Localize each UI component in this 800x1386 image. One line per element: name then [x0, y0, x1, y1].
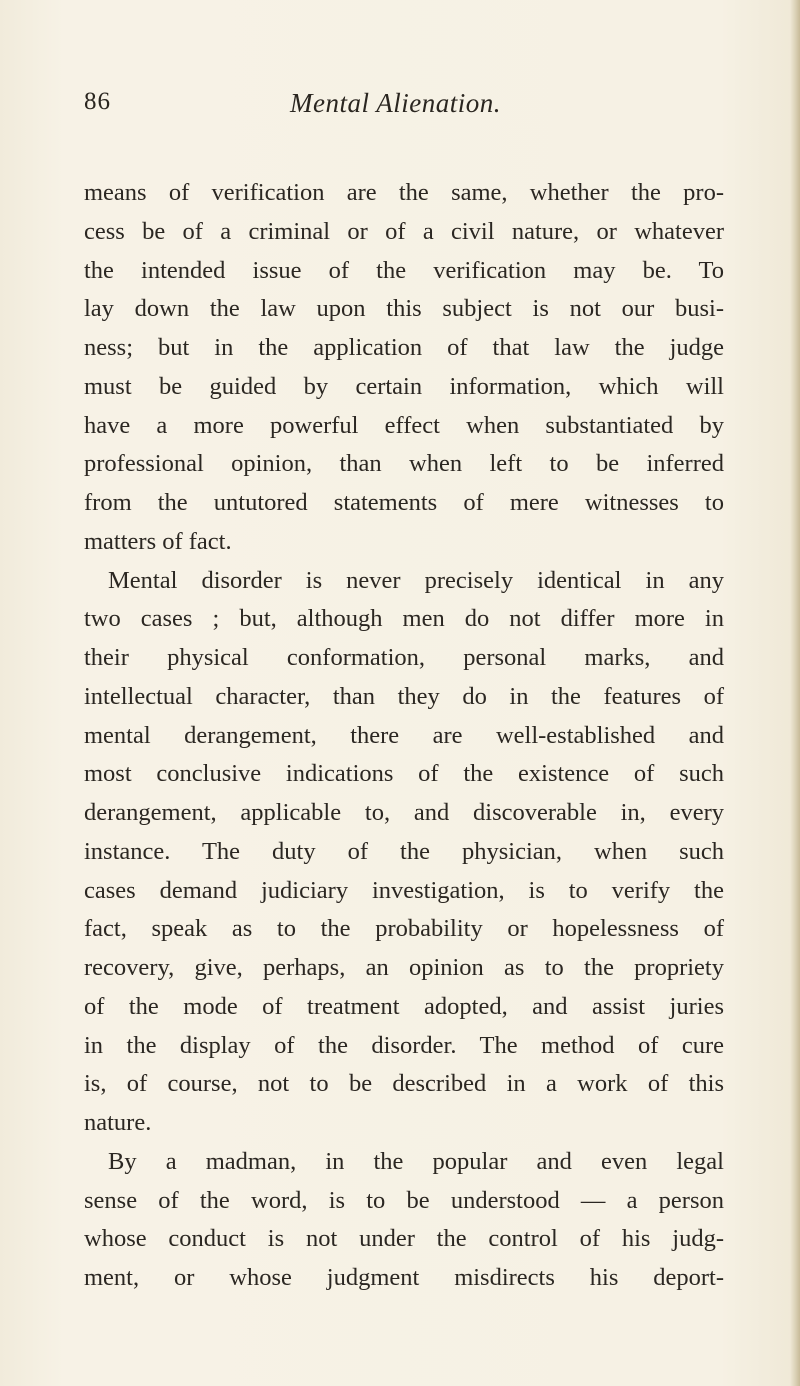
text-line: intellectual character, than they do in the features of: [84, 682, 724, 710]
text-line: lay down the law upon this subject is not our busi-: [84, 295, 724, 323]
text-line: means of verification are the same, whether the pro-: [84, 179, 724, 206]
text-line: cases demand judiciary investigation, is to verify the: [84, 876, 724, 904]
text-line: fact, speak as to the probability or hopelessness of: [84, 915, 724, 943]
text-line: two cases ; but, although men do not differ more in: [84, 605, 724, 633]
paragraph-end-line: nature.: [84, 1109, 152, 1136]
text-line: of the mode of treatment adopted, and assist juries: [84, 992, 724, 1020]
text-line: ness; but in the application of that law the judge: [84, 334, 724, 361]
text-line: is, of course, not to be described in a work of this: [84, 1070, 724, 1098]
text-line: instance. The duty of the physician, when such: [84, 837, 724, 865]
text-line: cess be of a criminal or of a civil nature, or whatever: [84, 217, 724, 245]
page-number: 86: [84, 88, 111, 115]
text-line: most conclusive indications of the existence of such: [84, 760, 724, 788]
paragraph-end-line: matters of fact.: [84, 527, 232, 555]
text-line: whose conduct is not under the control of his judg-: [84, 1225, 724, 1253]
text-line: in the display of the disorder. The method of cure: [84, 1031, 724, 1059]
text-line: derangement, applicable to, and discoverable in, every: [84, 799, 724, 826]
paragraph-start-line: By a madman, in the popular and even legal: [108, 1147, 724, 1175]
text-line: mental derangement, there are well-established and: [84, 721, 724, 749]
paragraph-start-line: Mental disorder is never precisely identical in any: [108, 566, 724, 594]
text-line: the intended issue of the verification may be. To: [84, 256, 724, 284]
body-text: [84, 174, 724, 1298]
page-edge: [790, 0, 800, 1386]
text-line: from the untutored statements of mere witnesses to: [84, 489, 724, 516]
text-line: have a more powerful effect when substantiated by: [84, 411, 724, 439]
text-line: ment, or whose judgment misdirects his deport-: [84, 1264, 724, 1291]
running-title: Mental Alienation.: [290, 88, 501, 118]
text-line: must be guided by certain information, which will: [84, 372, 724, 400]
running-head: [84, 88, 724, 128]
text-line: sense of the word, is to be understood — a person: [84, 1186, 724, 1214]
text-line: their physical conformation, personal marks, and: [84, 644, 724, 671]
text-line: professional opinion, than when left to be inferred: [84, 450, 724, 478]
text-line: recovery, give, perhaps, an opinion as to the propriety: [84, 954, 724, 981]
